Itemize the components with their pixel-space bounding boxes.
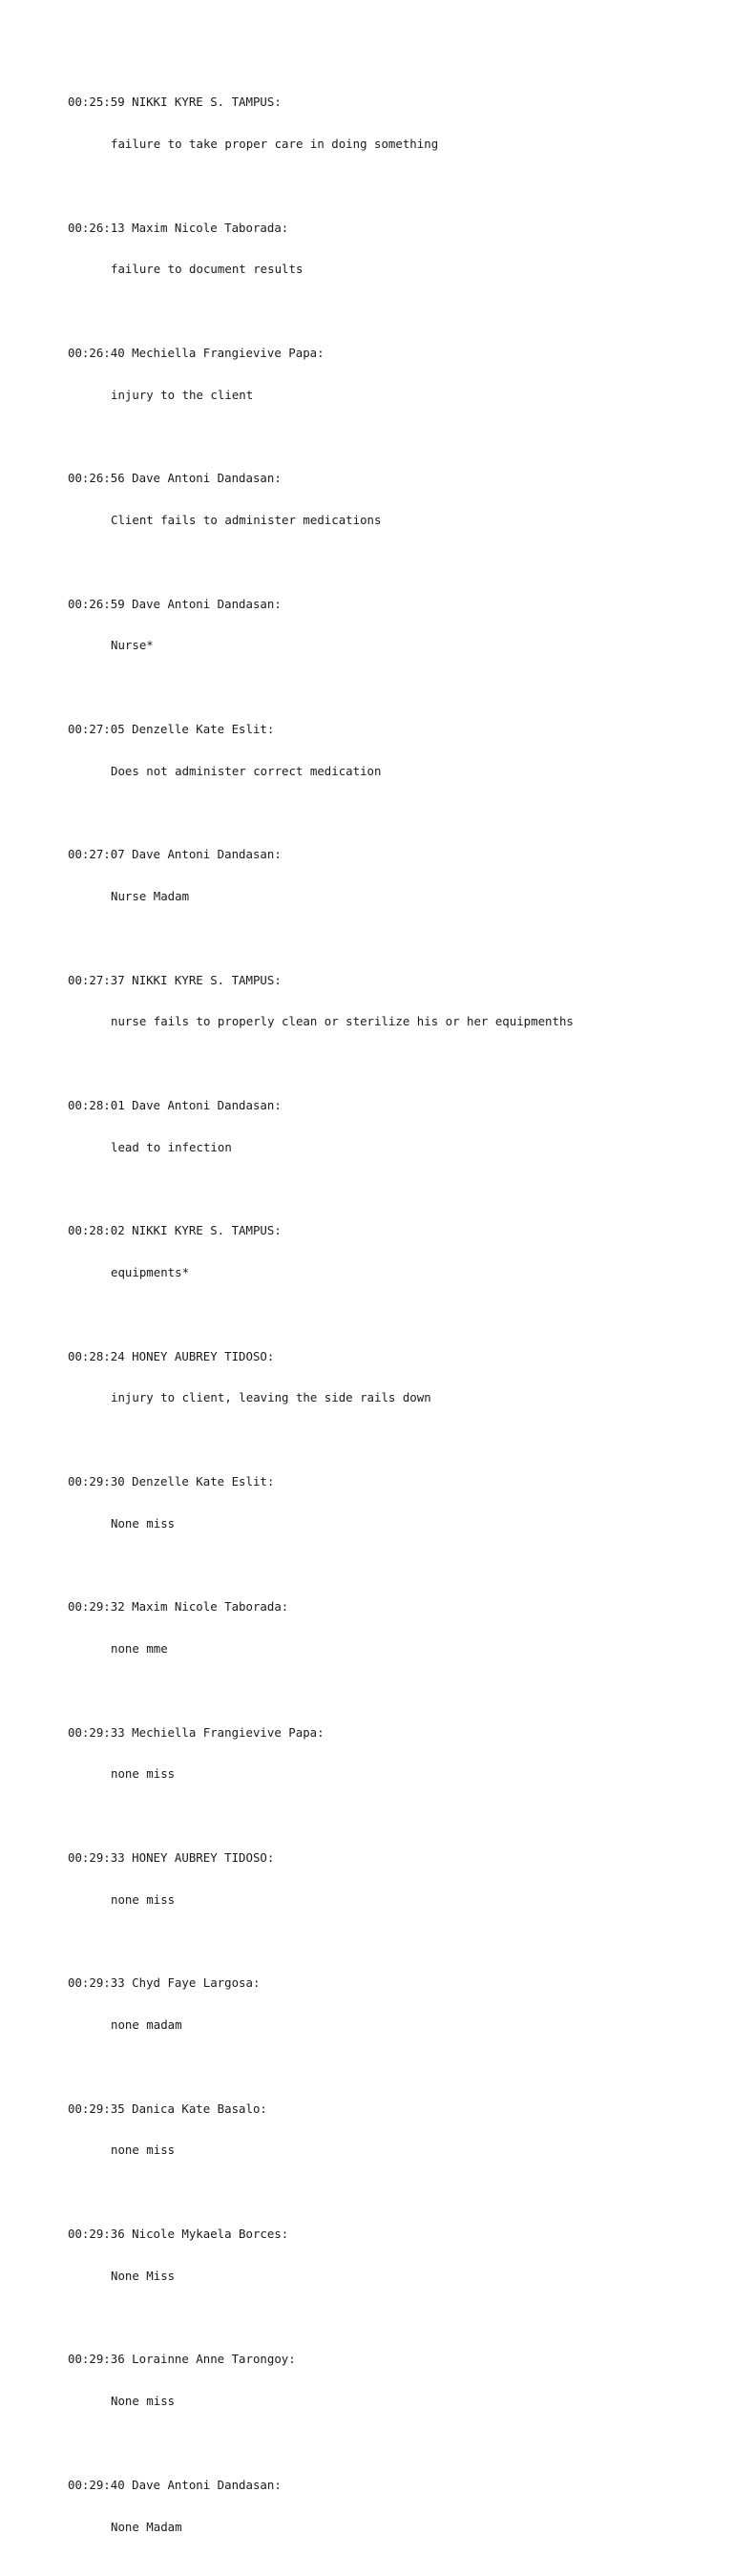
entry-speaker: Lorainne Anne Tarongoy: (132, 2352, 296, 2367)
transcript-entry (68, 2200, 698, 2312)
entry-timestamp: 00:29:35 (68, 2101, 125, 2116)
entry-message: equipments* (111, 1265, 190, 1280)
transcript-entry (68, 695, 698, 807)
entry-message: Nurse* (111, 638, 154, 653)
entry-speaker: Dave Antoni Dandasan: (132, 2477, 282, 2492)
entry-header (68, 974, 698, 988)
transcript-entry (68, 820, 698, 932)
entry-message: None miss (111, 1515, 176, 1531)
entry-speaker: NIKKI KYRE S. TAMPUS: (132, 95, 282, 110)
transcript-entry (68, 1824, 698, 1935)
transcript-entry (68, 1196, 698, 1308)
entry-message: Client fails to administer medications (111, 513, 382, 527)
entry-header (68, 723, 698, 737)
entry-message: none mme (111, 1641, 168, 1657)
transcript-entry (68, 1447, 698, 1559)
entry-message: none miss (111, 1891, 176, 1907)
entry-timestamp: 00:29:33 (68, 1724, 125, 1740)
entry-timestamp: 00:26:56 (68, 471, 125, 486)
entry-header (68, 1600, 698, 1615)
transcript-entry (68, 1949, 698, 2060)
entry-message: injury to client, leaving the side rails down (111, 1390, 431, 1405)
transcript-entry (68, 319, 698, 431)
transcript-entry (68, 1071, 698, 1183)
entry-header (68, 2228, 698, 2242)
transcript-entry (68, 1321, 698, 1433)
entry-speaker: NIKKI KYRE S. TAMPUS: (132, 972, 282, 987)
entry-header (68, 1475, 698, 1489)
entry-speaker: HONEY AUBREY TIDOSO: (132, 1348, 275, 1363)
entry-header (68, 1726, 698, 1741)
entry-header (68, 1976, 698, 1991)
entry-message: failure to take proper care in doing something (111, 136, 439, 151)
transcript-entry (68, 1698, 698, 1809)
entry-speaker: Maxim Nicole Taborada: (132, 1599, 289, 1615)
entry-header (68, 222, 698, 236)
entry-message: None Madam (111, 2519, 182, 2534)
entry-message: None miss (111, 2394, 176, 2409)
entry-timestamp: 00:29:33 (68, 1975, 125, 1991)
entry-timestamp: 00:29:36 (68, 2352, 125, 2367)
entry-speaker: Denzelle Kate Eslit: (132, 721, 275, 736)
entry-header (68, 2479, 698, 2493)
entry-timestamp: 00:29:36 (68, 2227, 125, 2242)
entry-speaker: Denzelle Kate Eslit: (132, 1473, 275, 1489)
entry-timestamp: 00:29:40 (68, 2477, 125, 2492)
entry-header (68, 95, 698, 110)
entry-timestamp: 00:27:07 (68, 847, 125, 862)
entry-message: lead to infection (111, 1139, 232, 1154)
entry-speaker: Dave Antoni Dandasan: (132, 471, 282, 486)
transcript-entry (68, 2075, 698, 2186)
transcript-entry (68, 569, 698, 681)
entry-timestamp: 00:29:33 (68, 1850, 125, 1865)
entry-timestamp: 00:28:02 (68, 1223, 125, 1238)
entry-timestamp: 00:27:37 (68, 972, 125, 987)
transcript-entry (68, 444, 698, 556)
entry-message: none madam (111, 2017, 182, 2033)
entry-timestamp: 00:26:13 (68, 220, 125, 235)
entry-message: injury to the client (111, 387, 254, 402)
entry-header (68, 1350, 698, 1364)
entry-message: nurse fails to properly clean or sterilize his or her equipmenths (111, 1014, 574, 1029)
entry-speaker: Dave Antoni Dandasan: (132, 596, 282, 611)
entry-message: failure to document results (111, 262, 304, 277)
entry-speaker: HONEY AUBREY TIDOSO: (132, 1850, 275, 1865)
entry-header (68, 472, 698, 486)
entry-speaker: NIKKI KYRE S. TAMPUS: (132, 1223, 282, 1238)
entry-speaker: Dave Antoni Dandasan: (132, 1097, 282, 1112)
entry-speaker: Mechiella Frangievive Papa: (132, 1724, 325, 1740)
transcript-entry (68, 2325, 698, 2437)
chat-transcript (68, 68, 698, 2576)
entry-speaker: Maxim Nicole Taborada: (132, 220, 289, 235)
entry-header (68, 1224, 698, 1238)
entry-message: Does not administer correct medication (111, 763, 382, 778)
entry-speaker: Danica Kate Basalo: (132, 2101, 267, 2116)
entry-message: none miss (111, 2143, 176, 2158)
transcript-entry (68, 68, 698, 179)
entry-timestamp: 00:27:05 (68, 721, 125, 736)
transcript-entry (68, 1573, 698, 1684)
entry-speaker: Nicole Mykaela Borces: (132, 2227, 289, 2242)
entry-message: None Miss (111, 2268, 176, 2283)
entry-timestamp: 00:29:32 (68, 1599, 125, 1615)
transcript-entry (68, 193, 698, 305)
entry-speaker: Chyd Faye Largosa: (132, 1975, 261, 1991)
entry-timestamp: 00:28:01 (68, 1097, 125, 1112)
entry-header (68, 347, 698, 361)
entry-timestamp: 00:29:30 (68, 1473, 125, 1489)
entry-timestamp: 00:26:59 (68, 596, 125, 611)
entry-header (68, 1099, 698, 1113)
entry-header (68, 1851, 698, 1866)
transcript-entry (68, 945, 698, 1057)
entry-speaker: Mechiella Frangievive Papa: (132, 345, 325, 360)
entry-header (68, 2353, 698, 2367)
transcript-entry (68, 2451, 698, 2563)
entry-timestamp: 00:25:59 (68, 95, 125, 110)
entry-message: none miss (111, 1766, 176, 1782)
entry-message: Nurse Madam (111, 889, 190, 904)
entry-header (68, 2102, 698, 2117)
entry-timestamp: 00:28:24 (68, 1348, 125, 1363)
entry-speaker: Dave Antoni Dandasan: (132, 847, 282, 862)
entry-header (68, 598, 698, 612)
entry-header (68, 848, 698, 862)
entry-timestamp: 00:26:40 (68, 345, 125, 360)
